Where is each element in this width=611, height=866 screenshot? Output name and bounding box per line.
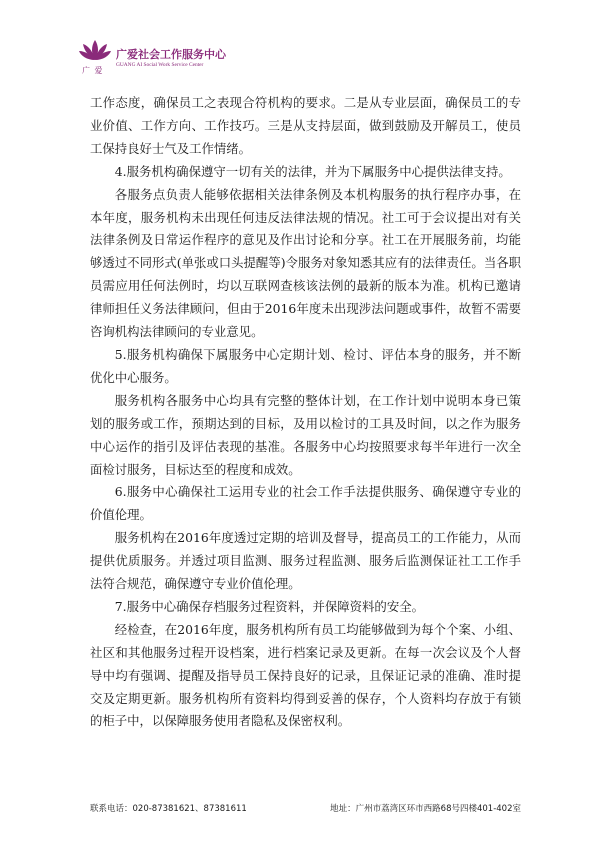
document-body: [90, 92, 521, 733]
organization-name: 广爱社会工作服务中心: [116, 48, 226, 61]
section-heading-5: 5.服务机构确保下属服务中心定期计划、检讨、评估本身的服务，并不断优化中心服务。: [90, 346, 521, 385]
organization-name-english: GUANG AI Social Work Service Center: [116, 62, 204, 68]
paragraph: 各服务点负责人能够依据相关法律条例及本机构服务的执行程序办事，在本年度，服务机构未出现任何违反法律法规的情况。社工可于会议提出对有关法律条例及日常运作程序的意见及作出讨论和分享。社工在开展服务前，均能够透过不同形式(单张或口头提醒等)令服务对象知悉其应有的法律责任。当各职员需应用任何法例时，均以互联网查核该法例的最新的版本为准。机构已邀请律师担任义务法律顾问，但由于2016年度未出现涉法问题或事件，故暂不需要咨询机构法律顾问的专业意见。: [90, 186, 521, 340]
page-footer: [90, 802, 521, 816]
address: 地址：广州市荔湾区环市西路68号四楼401-402室: [330, 804, 521, 814]
paragraph: 工作态度，确保员工之表现合符机构的要求。二是从专业层面，确保员工的专业价值、工作方向、工作技巧。三是从支持层面，做到鼓励及开解员工，使员工保持良好士气及工作情绪。: [90, 95, 521, 156]
contact-phone: 联系电话：020-87381621、87381611: [90, 804, 247, 814]
section-heading-6: 6.服务中心确保社工运用专业的社会工作手法提供服务、确保遵守专业的价值伦理。: [90, 484, 521, 523]
section-heading-7: 7.服务中心确保存档服务过程资料，并保障资料的安全。: [114, 598, 424, 614]
logo-text: 广 爱: [82, 66, 104, 75]
paragraph: 经检查，在2016年度，服务机构所有员工均能够做到为每个个案、小组、社区和其他服务过程开设档案，进行档案记录及更新。在每一次会议及个人督导中均有强调、提醒及指导员工保持良好的记录，且保证记录的准确、准时提交及定期更新。服务机构所有资料均得到妥善的保存，个人资料均存放于有锁的柜子中，以保障服务使用者隐私及保密权利。: [90, 621, 521, 729]
paragraph: 服务机构各服务中心均具有完整的整体计划，在工作计划中说明本身已策划的服务或工作，预期达到的目标，及用以检讨的工具及时间，以之作为服务中心运作的指引及评估表现的基准。各服务中心均按照要求每半年进行一次全面检讨服务，目标达至的程度和成效。: [90, 392, 521, 477]
paragraph: 服务机构在2016年度透过定期的培训及督导，提高员工的工作能力，从而提供优质服务。并透过项目监测、服务过程监测、服务后监测保证社工工作手法符合规范，确保遵守专业价值伦理。: [90, 530, 521, 592]
section-heading-4: 4.服务机构确保遵守一切有关的法律，并为下属服务中心提供法律支持。: [114, 163, 511, 179]
